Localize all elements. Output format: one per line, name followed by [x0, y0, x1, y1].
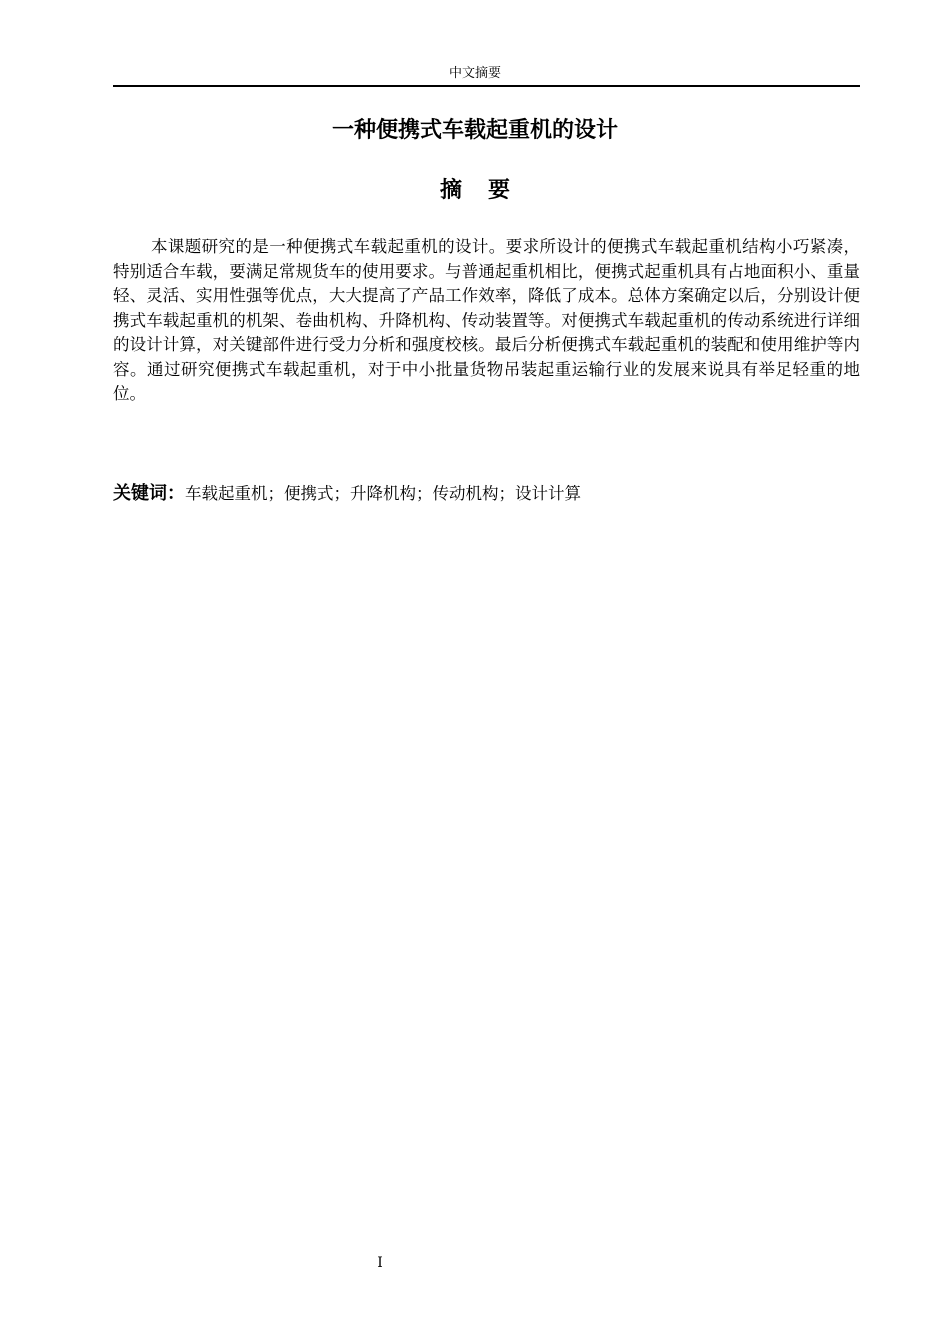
document-title: 一种便携式车载起重机的设计	[331, 118, 618, 143]
page-number: I	[377, 1255, 383, 1271]
abstract-body: 本课题研究的是一种便携式车载起重机的设计。要求所设计的便携式车载起重机结构小巧紧凑，特别适合车载，要满足常规货车的使用要求。与普通起重机相比，便携式起重机具有占地面积小、重量轻、灵活、实用性强等优点，大大提高了产品工作效率，降低了成本。总体方案确定以后，分别设计便携式车载起重机的机架、卷曲机构、升降机构、传动装置等。对便携式车载起重机的传动系统进行详细的设计计算，对关键部件进行受力分析和强度校核。最后分析便携式车载起重机的装配和使用维护等内容。通过研究便携式车载起重机，对于中小批量货物吊装起重运输行业的发展来说具有举足轻重的地位。	[113, 237, 860, 403]
header-divider	[113, 85, 860, 87]
keywords-label: 关键词：	[113, 483, 185, 504]
abstract-heading: 摘要	[439, 178, 536, 203]
running-header: 中文摘要	[448, 66, 501, 81]
keywords-value: 车载起重机；便携式；升降机构；传动机构；设计计算	[185, 484, 581, 503]
keywords-line	[113, 481, 860, 507]
